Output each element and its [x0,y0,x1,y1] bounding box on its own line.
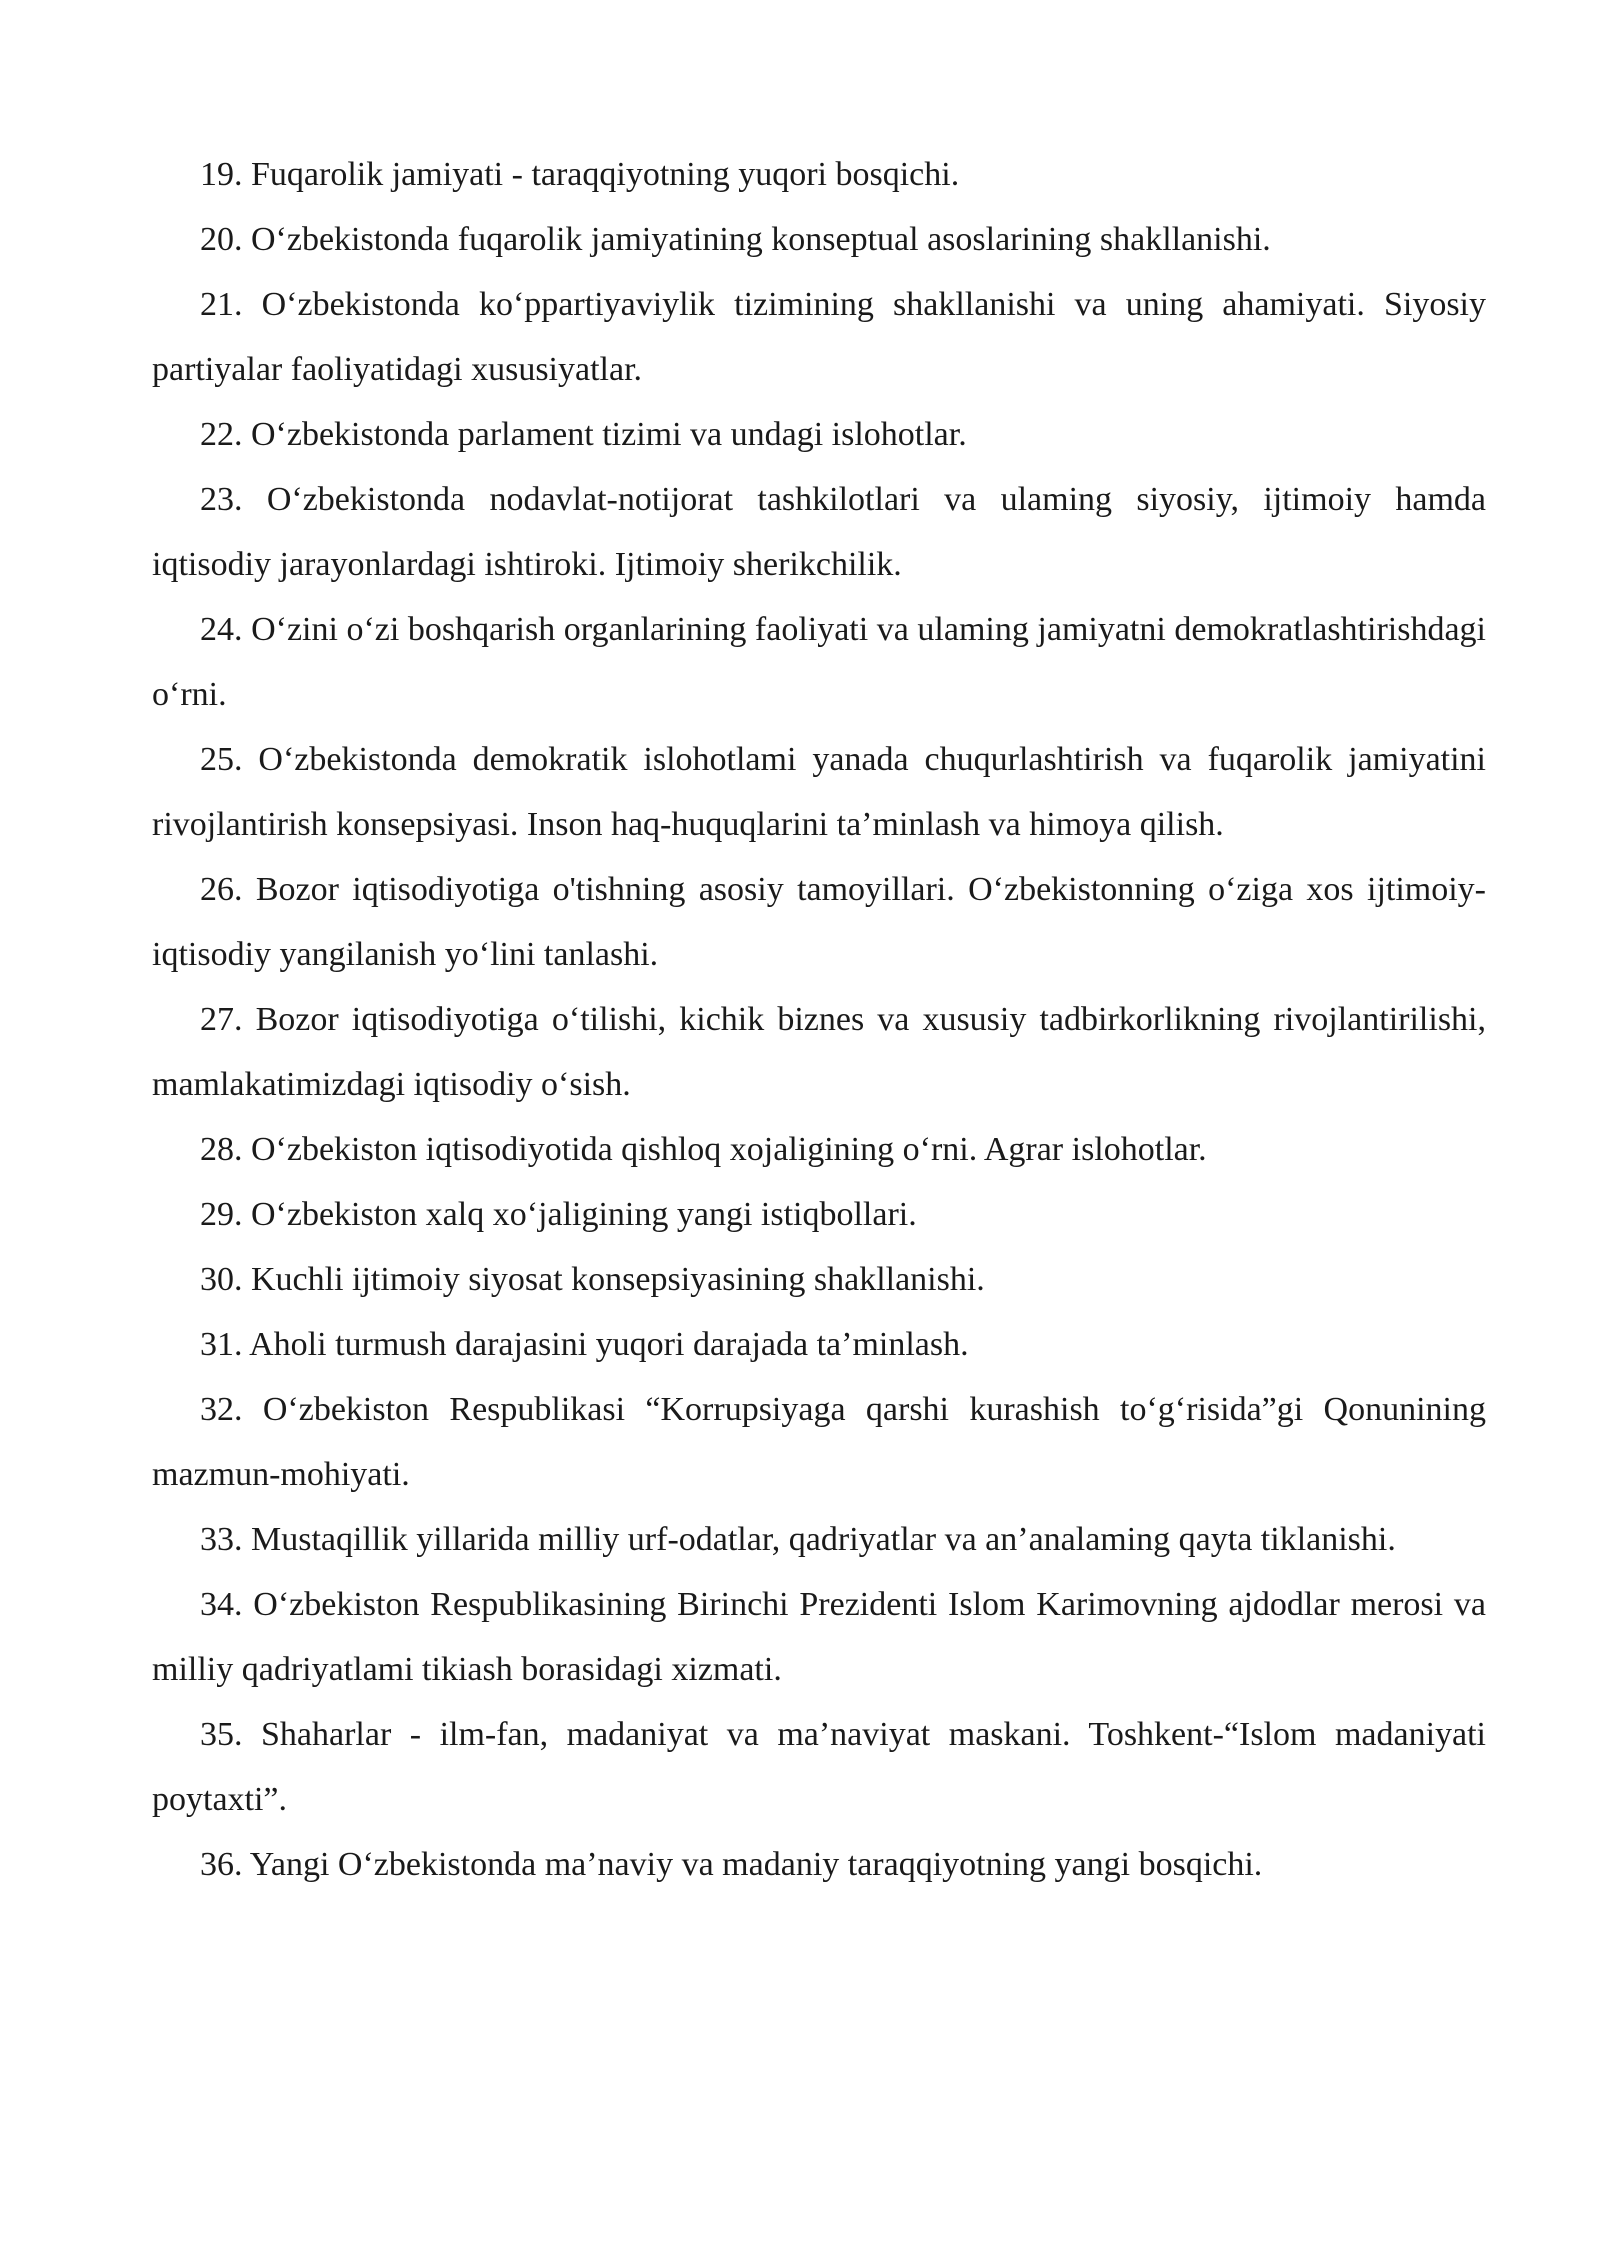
list-item: 22. O‘zbekistonda parlament tizimi va undagi islohotlar. [200,416,967,453]
list-item: 30. Kuchli ijtimoiy siyosat konsepsiyasining shakllanishi. [200,1261,985,1298]
numbered-topic-list [152,142,1486,1897]
list-item: 23. O‘zbekistonda nodavlat-notijorat tashkilotlari va ulaming siyosiy, ijtimoiy hamda iqtisodiy jarayonlardagi ishtiroki. Ijtimoiy sherikchilik. [152,481,1486,583]
list-item: 31. Aholi turmush darajasini yuqori darajada ta’minlash. [200,1326,969,1363]
list-item: 21. O‘zbekistonda ko‘ppartiyaviylik tizimining shakllanishi va uning ahamiyati. Siyosiy partiyalar faoliyatidagi xususiyatlar. [152,286,1486,388]
list-item: 32. O‘zbekiston Respublikasi “Korrupsiyaga qarshi kurashish to‘g‘risida”gi Qonunining mazmun-mohiyati. [152,1391,1486,1493]
list-item: 26. Bozor iqtisodiyotiga o'tishning asosiy tamoyillari. O‘zbekistonning o‘ziga xos ijtimoiy-iqtisodiy yangilanish yo‘lini tanlashi. [152,871,1486,973]
list-item: 29. O‘zbekiston xalq xo‘jaligining yangi istiqbollari. [200,1196,917,1233]
list-item: 33. Mustaqillik yillarida milliy urf-odatlar, qadriyatlar va an’analaming qayta tiklanishi. [200,1521,1396,1558]
list-item: 27. Bozor iqtisodiyotiga o‘tilishi, kichik biznes va xususiy tadbirkorlikning rivojlantirilishi, mamlakatimizdagi iqtisodiy o‘sish. [152,1001,1486,1103]
list-item: 24. O‘zini o‘zi boshqarish organlarining faoliyati va ulaming jamiyatni demokratlashtirishdagi o‘rni. [152,611,1486,713]
list-item: 28. O‘zbekiston iqtisodiyotida qishloq xojaligining o‘rni. Agrar islohotlar. [200,1131,1207,1168]
list-item: 36. Yangi O‘zbekistonda ma’naviy va madaniy taraqqiyotning yangi bosqichi. [200,1846,1263,1883]
list-item: 25. O‘zbekistonda demokratik islohotlami yanada chuqurlashtirish va fuqarolik jamiyatini rivojlantirish konsepsiyasi. Inson haq-huquqlarini ta’minlash va himoya qilish. [152,741,1486,843]
list-item: 34. O‘zbekiston Respublikasining Birinchi Prezidenti Islom Karimovning ajdodlar merosi va milliy qadriyatlami tikiash borasidagi xizmati. [152,1586,1486,1688]
list-item: 19. Fuqarolik jamiyati - taraqqiyotning yuqori bosqichi. [200,156,960,193]
list-item: 20. O‘zbekistonda fuqarolik jamiyatining konseptual asoslarining shakllanishi. [200,221,1271,258]
list-item: 35. Shaharlar - ilm-fan, madaniyat va ma’naviyat maskani. Toshkent-“Islom madaniyati poytaxti”. [152,1716,1486,1818]
